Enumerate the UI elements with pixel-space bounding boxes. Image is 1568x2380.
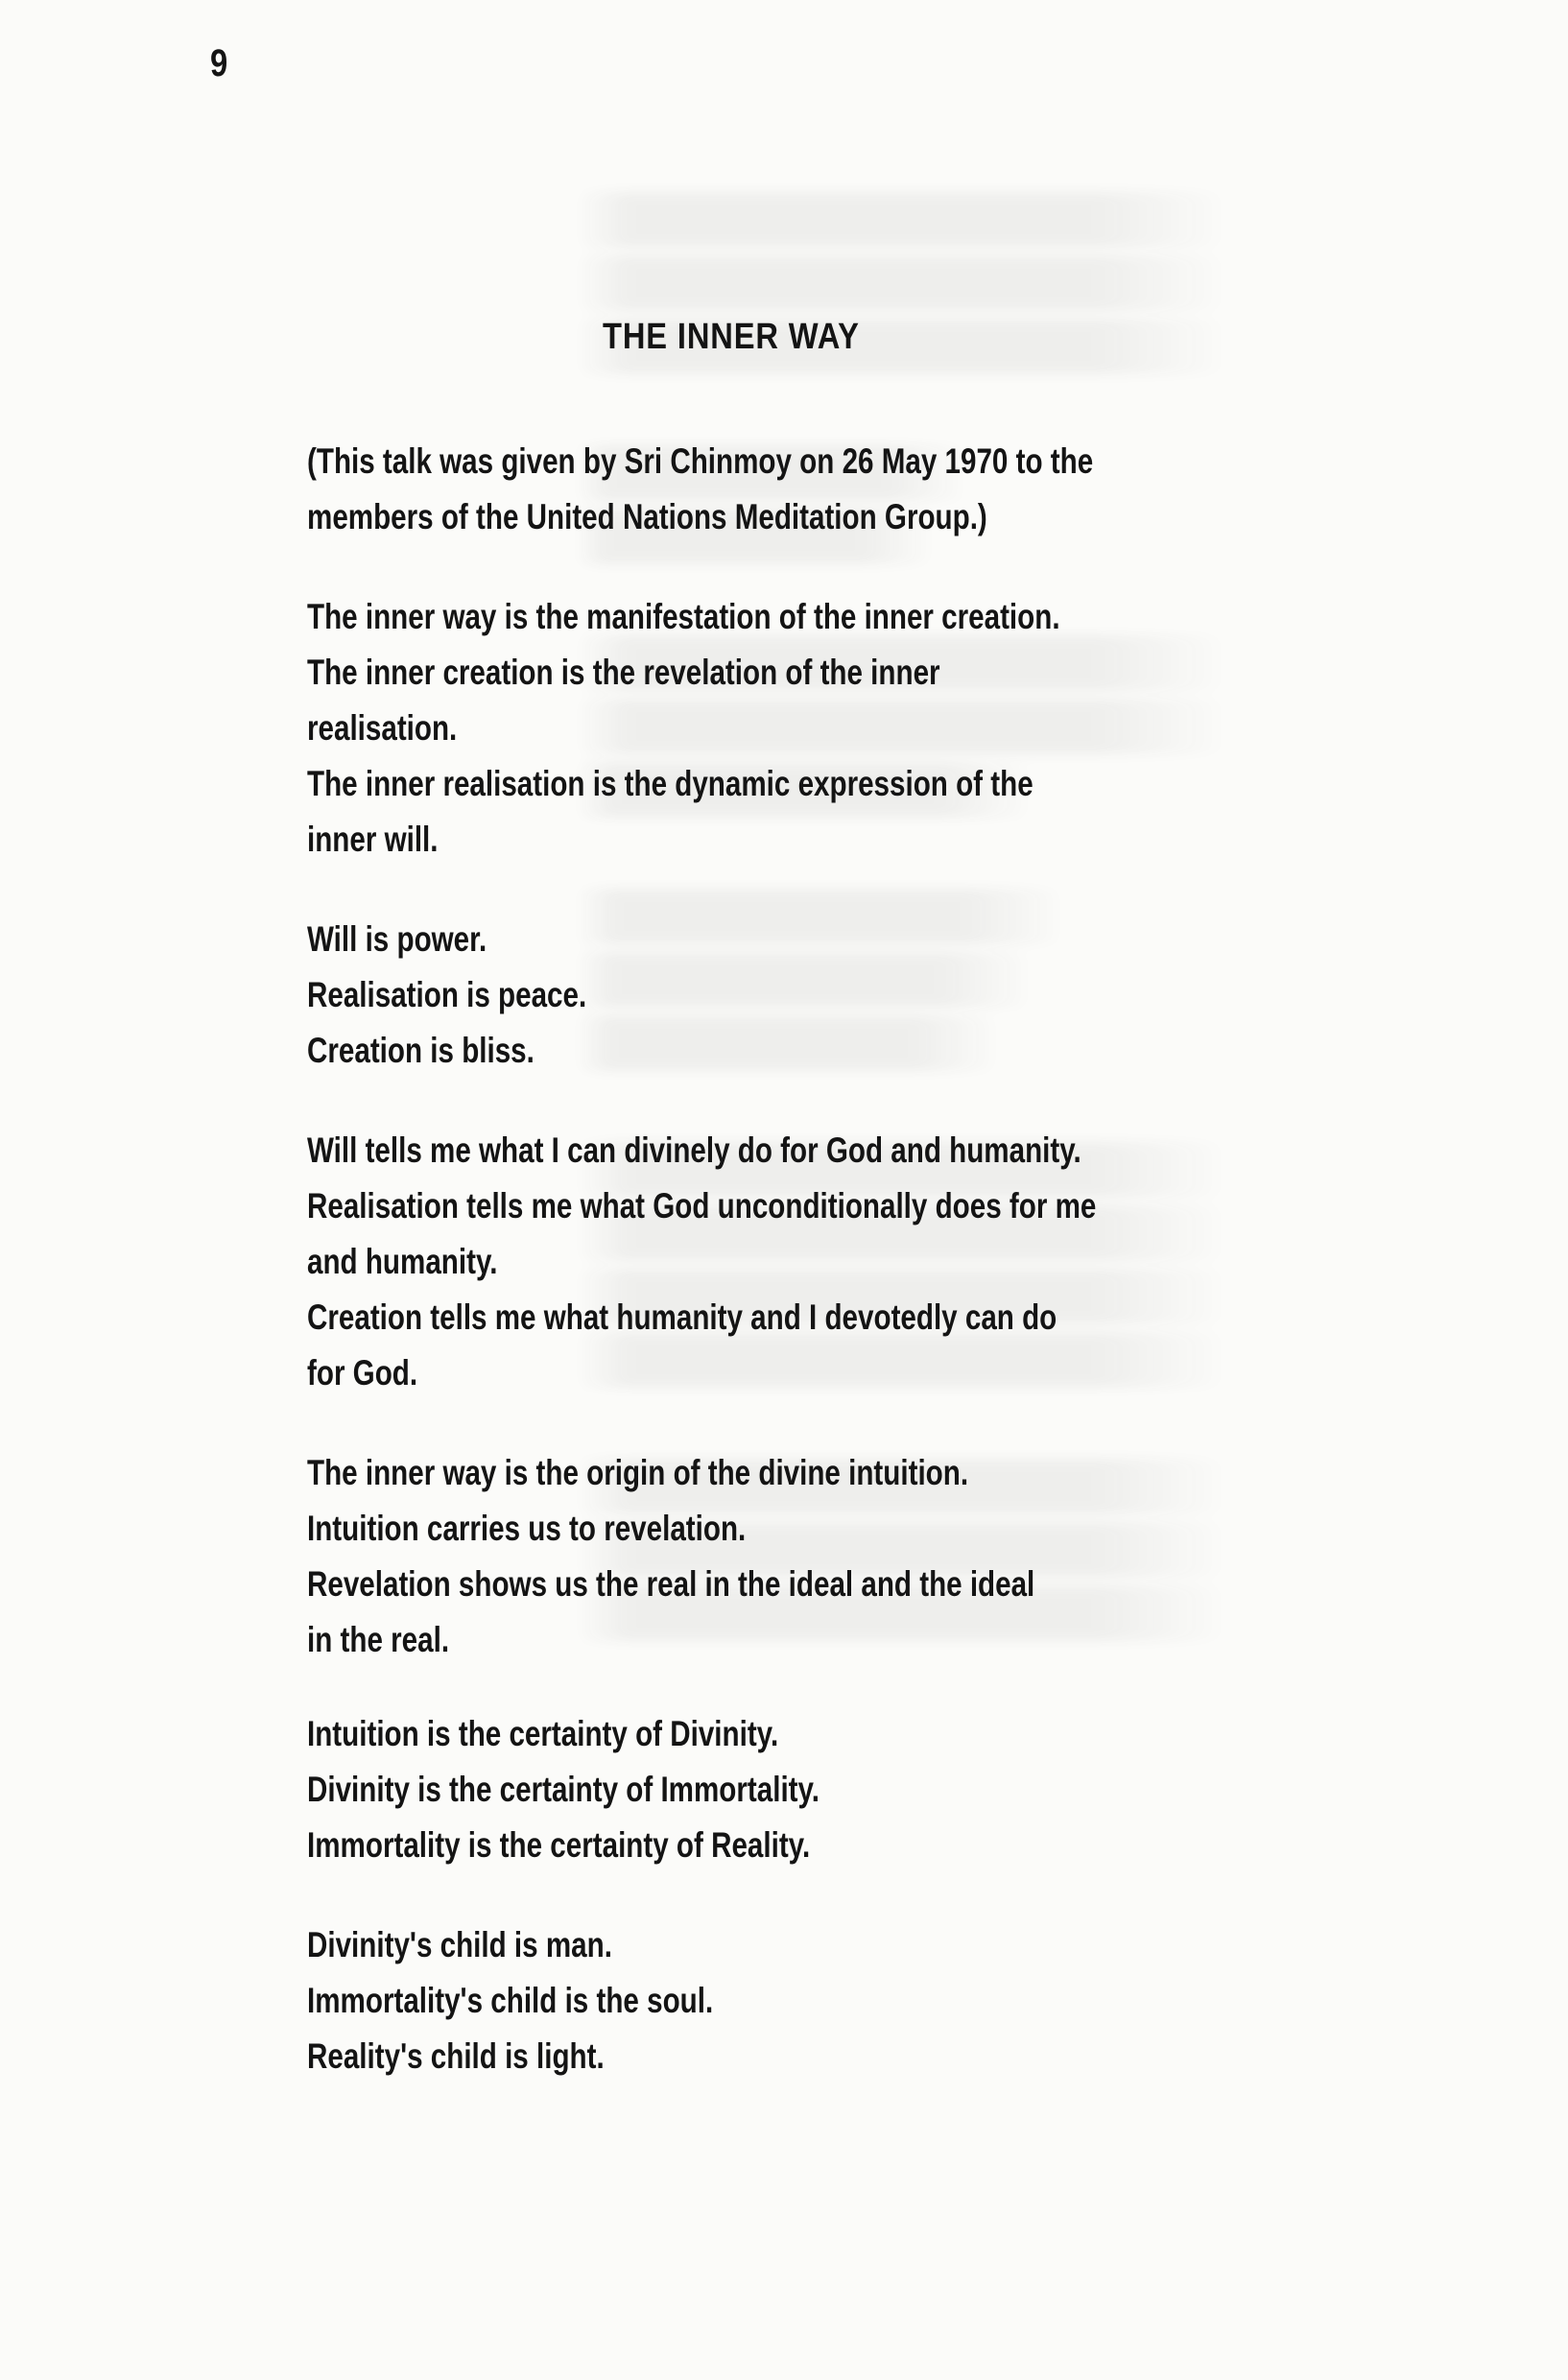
paragraph-will-tells (307, 1123, 1343, 1401)
text-line: Revelation shows us the real in the ideal and the ideal (307, 1564, 1035, 1604)
text-line: (This talk was given by Sri Chinmoy on 26 May 1970 to the (307, 441, 1094, 481)
body-text (307, 434, 1343, 2084)
text-line: Divinity's child is man. (307, 1925, 612, 1964)
text-line: Divinity is the certainty of Immortality. (307, 1770, 820, 1809)
page-title: THE INNER WAY (603, 317, 860, 357)
paragraph-certainty (307, 1706, 1343, 1873)
intro-paragraph (307, 434, 1343, 545)
text-line: The inner creation is the revelation of the inner (307, 653, 940, 692)
text-line: Immortality's child is the soul. (307, 1981, 714, 2020)
paragraph-will-power (307, 912, 1343, 1079)
text-line: Creation is bliss. (307, 1031, 535, 1070)
text-line: Realisation is peace. (307, 975, 587, 1014)
text-line: for God. (307, 1353, 418, 1392)
text-line: inner will. (307, 820, 439, 859)
text-line: and humanity. (307, 1242, 498, 1281)
text-line: Will is power. (307, 919, 487, 959)
text-line: Intuition is the certainty of Divinity. (307, 1714, 779, 1753)
text-line: Will tells me what I can divinely do for God and humanity. (307, 1130, 1081, 1170)
text-line: members of the United Nations Meditation Group.) (307, 497, 987, 536)
text-line: Immortality is the certainty of Reality. (307, 1825, 811, 1865)
page-number: 9 (210, 42, 228, 84)
text-line: realisation. (307, 708, 458, 748)
text-line: Intuition carries us to revelation. (307, 1509, 747, 1548)
text-line: The inner way is the manifestation of the inner creation. (307, 597, 1060, 636)
text-line: Creation tells me what humanity and I devotedly can do (307, 1297, 1057, 1337)
text-line: in the real. (307, 1620, 450, 1659)
text-line: The inner realisation is the dynamic expression of the (307, 764, 1033, 803)
paragraph-intuition-origin (307, 1445, 1343, 1668)
paragraph-inner-way (307, 589, 1343, 868)
text-line: Reality's child is light. (307, 2036, 605, 2076)
text-line: The inner way is the origin of the divine intuition. (307, 1453, 969, 1492)
paragraph-child (307, 1917, 1343, 2084)
text-line: Realisation tells me what God unconditionally does for me (307, 1186, 1097, 1226)
